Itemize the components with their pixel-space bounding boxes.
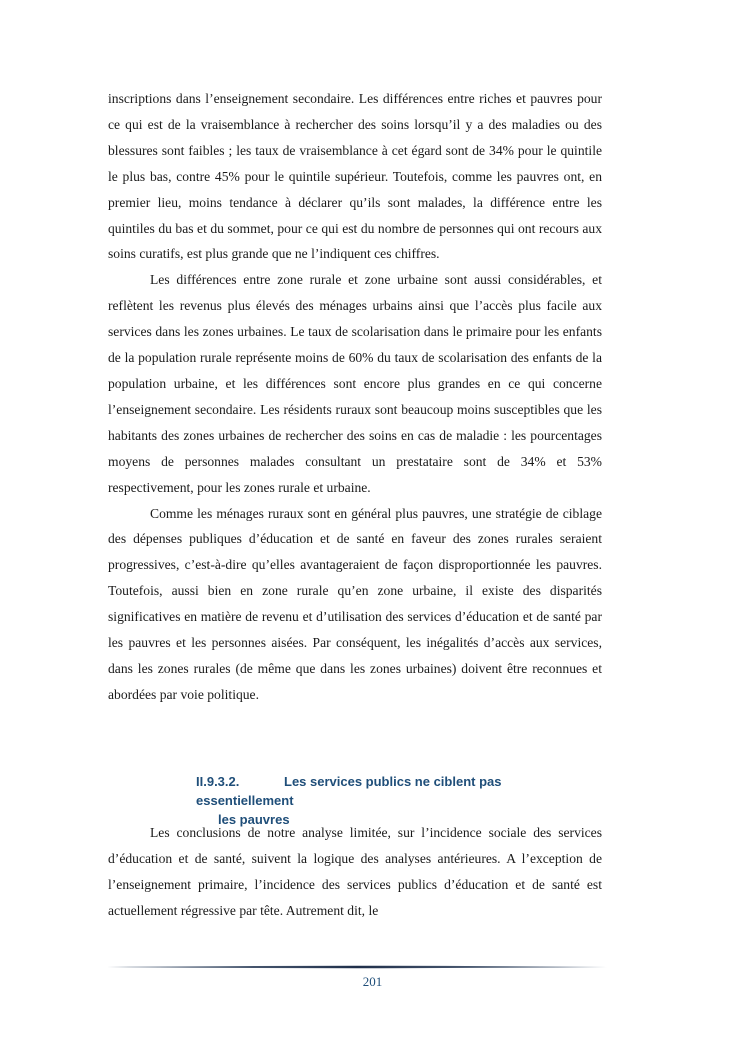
body-text-bottom (108, 820, 602, 924)
paragraph-2: Les différences entre zone rurale et zone urbaine sont aussi considérables, et reflètent les revenus plus élevés des ménages urbains ainsi que l’accès plus facile aux services dans les zones urbaines. Le taux de scolarisation dans le primaire pour les enfants de la population rurale représente moins de 60% du taux de scolarisation des enfants de la population urbaine, et les différences sont encore plus grandes en ce qui concerne l’enseignement secondaire. Les résidents ruraux sont beaucoup moins susceptibles que les habitants des zones urbaines de rechercher des soins en cas de maladie : les pourcentages moyens de personnes malades consultant un prestataire sont de 34% et 53% respectivement, pour les zones rurale et urbaine. (108, 272, 602, 495)
page-number: 201 (362, 974, 383, 989)
section-title: Les services publics ne ciblent pas essentiellement (196, 774, 502, 808)
paragraph-3: Comme les ménages ruraux sont en général plus pauvres, une stratégie de ciblage des dépenses publiques d’éducation et de santé en faveur des zones rurales seraient progressives, c’est-à-dire qu’elles avantageraient de façon disproportionnée les pauvres. Toutefois, aussi bien en zone rurale qu’en zone urbaine, il existe des disparités significatives en matière de revenu et d’utilisation des services d’éducation et de santé par les pauvres et les personnes aisées. Par conséquent, les inégalités d’accès aux services, dans les zones rurales (de même que dans les zones urbaines) doivent être reconnues et abordées par voie politique. (108, 505, 602, 702)
section-number: II.9.3.2. (196, 774, 240, 789)
section-title-continued: les pauvres (218, 812, 290, 827)
body-text-top (108, 86, 602, 708)
paragraph-1: inscriptions dans l’enseignement secondaire. Les différences entre riches et pauvres pour ce qui est de la vraisemblance à rechercher des soins lorsqu’il y a des maladies ou des blessures sont faibles ; les taux de vraisemblance à cet égard sont de 34% pour le quintile le plus bas, contre 45% pour le quintile supérieur. Toutefois, comme les pauvres ont, en premier lieu, moins tendance à déclarer qu’ils sont malades, la différence entre les quintiles du bas et du sommet, pour ce qui est du nombre de personnes qui ont recours aux soins curatifs, est plus grande que ne l’indiquent ces chiffres. (108, 91, 602, 262)
footer-rule (107, 965, 607, 969)
paragraph-4: Les conclusions de notre analyse limitée, sur l’incidence sociale des services d’éducation et de santé, suivent la logique des analyses antérieures. A l’exception de l’enseignement primaire, l’incidence des services publics d’éducation et de santé est actuellement régressive par tête. Autrement dit, le (108, 825, 602, 918)
